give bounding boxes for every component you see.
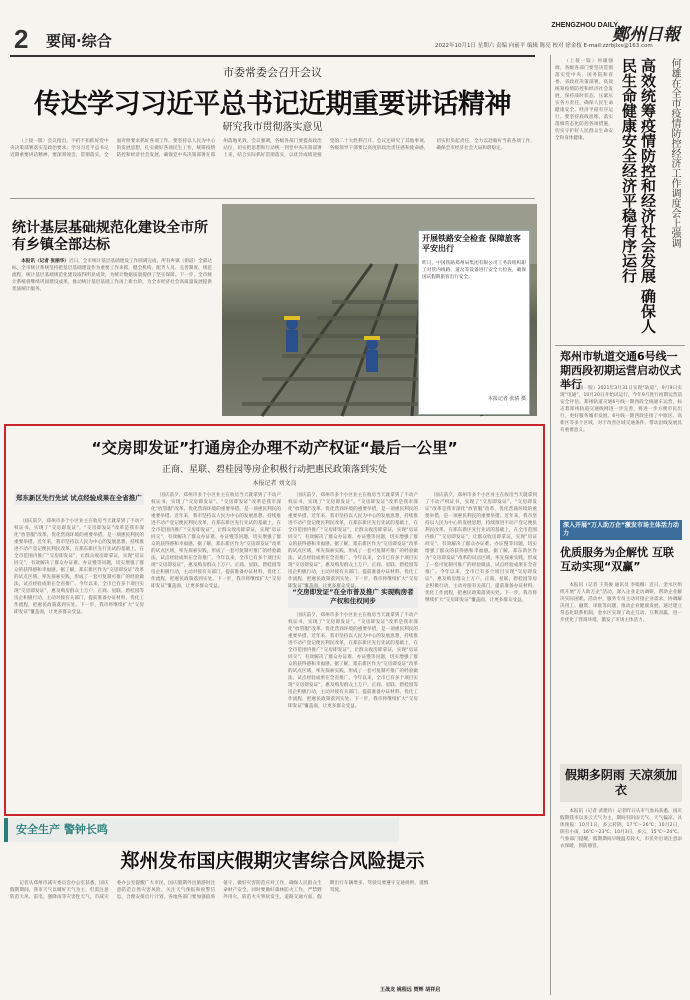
featured-body-col3a	[288, 492, 418, 589]
featured-sub-title: “交房即发证”在全市普及推广 实现购房者产权和住权同步	[288, 586, 418, 608]
lead-subhead: 研究我市贯彻落实意见	[222, 122, 323, 133]
header-rule	[10, 55, 535, 57]
census-body	[12, 258, 212, 423]
lead-kicker: 市委常委会召开会议	[223, 66, 322, 79]
service-body	[560, 582, 682, 757]
railway-photo-credit: 本报记者 张倩 摄	[487, 396, 526, 402]
vertical-story-body	[555, 58, 613, 328]
metro-body	[560, 385, 682, 485]
census-byline: 本报讯（记者 张丽华）	[21, 259, 69, 264]
paper-logo: 鄭州日報	[612, 25, 680, 45]
safety-banner	[4, 818, 399, 842]
service-body-text: 本报讯（记者 王英俊 通讯员 李娟娜）近日，金水区组织开展“万人助万企”活动，深入企业走访调研，帮助企业解决实际困难。活动中，服务专员主动对接企业需求，协调解决用工、融资、审批等问题，推动企业健康发展。通过建立常态化联系机制，金水区实现了政企互动、互利双赢，进一步优化了营商环境，激发了市场主体活力。	[560, 583, 682, 623]
service-label: 深入开展“万人助万企”激发市场主体活力动力	[560, 520, 682, 540]
metro-body-text: （上接一版）2021年3月31日实现“轨道”，9月9日实现“电通”，10月20日开始试运行，今年9月进行初期运营前安全评估。郑州轨道交通6号线一期西段全线通车运营，标志着郑州轨道交通线网进一步完善，将进一步方便市民出行，更好服务城市发展。6号线一期西段连接了中原区、高新区等多个区域，对于改善区域交通条件、带动沿线发展具有重要意义。	[560, 386, 682, 433]
safety-body-text: 记者从郑州市减灾委员会办公室获悉，国庆假期期间，我市天气以晴好天气为主，但需注意防范大风、雷电、强降雨等灾害性天气。市减灾委办公室提醒广大市民，国庆假期外出旅游时注意防范自然灾害风险，关注天气预报和预警信息，合理安排出行计划。各地各部门要加强值班值守，做好灾害防范应对工作，确保人民群众生命财产安全。同时要做好森林防火工作，严禁野外用火，防范火灾事故发生。道路交通方面，假期出行车辆增多，驾驶员要遵守交通规则，谨慎驾驶。	[10, 881, 429, 900]
lead-headline: 传达学习习近平总书记近期重要讲话精神	[34, 89, 511, 120]
railway-caption-body: 昨日，中国铁路郑州局集团有限公司工务段组织职工对管内线路、道岔等设备进行安全大检查，确保国庆假期旅客出行安全。	[422, 261, 526, 280]
featured-body-text-4: 国庆前夕，郑州市多个小区业主在收房当天就拿到了不动产权证书，实现了“交房即发证”。“交房即发证”改革是我市深化“放管服”改革、优化营商环境的重要举措，是一项惠民利民的重要举措。近年来，我市坚持以人民为中心的发展思想，持续推进不动产登记便民利民改革，在郑东新区先行先试的基础上，在全市范围内推广“交房即发证”，让群众收房即拿证，实现“房证同交”，有效解决了群众办证难、办证慢等问题，切实增强了群众的获得感和幸福感。据了解，郑东新区作为“交房即发证”改革的试点区域，率先探索实践，形成了一套可复制可推广的经验做法，试点经验成果在全省推广。今年以来，全市已有多个项目实现“交房即发证”，惠及购房群众上万户。正商、星联、碧桂园等房企积极行动，主动对接有关部门，提前准备办证材料，优化工作流程，把惠民政策落到实处。下一步，我市将继续扩大“交房即发证”覆盖面，让更多群众受益。	[288, 613, 418, 709]
vertical-headline: 高效统筹疫情防控和经济社会发展 确保人民生命健康安全经济平稳有序运行	[620, 58, 657, 334]
page-number: 2	[14, 24, 29, 54]
weather-headline: 假期多阴雨 天凉须加衣	[560, 764, 682, 802]
lead-body	[10, 138, 535, 193]
census-text: 近日，全市统计基层基础建设工作圆满完成，所有乡镇（街道）全部达标。全市统计系统坚持把基层基础建设作为重要工作来抓，健全机构、配齐人员、完善制度、规范流程，统计基层基础规范化建设取得明显成效，为统计数据质量提供了坚实保障。下一步，全市统计系统将继续巩固建设成果，推动统计基层基础工作再上新台阶，为全市经济社会高质量发展提供优质统计服务。	[12, 259, 212, 292]
paper-english-name: ZHENGZHOU DAILY	[551, 22, 618, 29]
featured-subhead: 正商、星联、碧桂园等房企积极行动把惠民政策落到实处	[161, 465, 387, 475]
featured-body-text: 国庆前夕，郑州市多个小区业主在收房当天就拿到了不动产权证书，实现了“交房即发证”。“交房即发证”改革是我市深化“放管服”改革、优化营商环境的重要举措，是一项惠民利民的重要举措。近年来，我市坚持以人民为中心的发展思想，持续推进不动产登记便民利民改革，在郑东新区先行先试的基础上，在全市范围内推广“交房即发证”，让群众收房即拿证，实现“房证同交”，有效解决了群众办证难、办证慢等问题，切实增强了群众的获得感和幸福感。据了解，郑东新区作为“交房即发证”改革的试点区域，率先探索实践，形成了一套可复制可推广的经验做法，试点经验成果在全省推广。今年以来，全市已有多个项目实现“交房即发证”，惠及购房群众上万户。正商、星联、碧桂园等房企积极行动，主动对接有关部门，提前准备办证材料，优化工作流程，把惠民政策落到实处。下一步，我市将继续扩大“交房即发证”覆盖面，让更多群众受益。	[14, 519, 144, 615]
lead-paragraph: （上接一版）会议指出，不折不扣抓好党中央决策部署落实是政治要求。学习习近平总书记近期重要讲话精神，要深刻领会，贯彻落实，全面对照要求抓好各项工作。要坚持以人民为中心的发展思想，扎实做好各项民生工作，统筹疫情防控和经济社会发展，确保党中央决策部署在郑州落地见效。会议强调，各级各部门要提高政治站位，切实把思想和行动统一到党中央决策部署上来，结合实际抓好贯彻落实，以优异成绩迎接党的二十大胜利召开。会议还研究了其他事项。各级领导干部要以高度的政治责任感和使命感，切实担负起责任，全力以赴做好当前各项工作，确保全市经济社会大局和谐稳定。	[10, 139, 535, 158]
featured-headline: “交房即发证”打通房企办理不动产权证“最后一公里”	[91, 439, 458, 457]
featured-byline: 本报记者 刘文良	[252, 480, 297, 487]
safety-credits: 王战龙 姚程远 贾辉 胡祥启	[380, 987, 441, 993]
railway-caption-box	[418, 230, 530, 415]
service-headline: 优质服务为企解忧 互联互动实现“双赢”	[560, 546, 674, 573]
featured-body-col1	[14, 518, 144, 808]
date-editor-line: 2022年10月1日 星期六 责编 向前平 编辑 陈亮 校对 徐金枝 E-mail:zzrbjlxs@163.com	[435, 43, 653, 49]
railway-caption-title: 开展铁路安全检查 保障旅客平安出行	[422, 234, 521, 253]
safety-body	[10, 880, 535, 984]
featured-lead-title: 郑东新区先行先试 试点经验成果在全省推广	[14, 492, 144, 505]
column-divider	[550, 55, 551, 995]
featured-story-box	[4, 424, 545, 816]
divider	[10, 198, 535, 199]
vertical-kicker: 何雄在全市疫情防控经济工作调度会上强调	[669, 58, 680, 248]
featured-body-text-3: 国庆前夕，郑州市多个小区业主在收房当天就拿到了不动产权证书，实现了“交房即发证”。“交房即发证”改革是我市深化“放管服”改革、优化营商环境的重要举措，是一项惠民利民的重要举措。近年来，我市坚持以人民为中心的发展思想，持续推进不动产登记便民利民改革，在郑东新区先行先试的基础上，在全市范围内推广“交房即发证”，让群众收房即拿证，实现“房证同交”，有效解决了群众办证难、办证慢等问题，切实增强了群众的获得感和幸福感。据了解，郑东新区作为“交房即发证”改革的试点区域，率先探索实践，形成了一套可复制可推广的经验做法，试点经验成果在全省推广。今年以来，全市已有多个项目实现“交房即发证”，惠及购房群众上万户。正商、星联、碧桂园等房企积极行动，主动对接有关部门，提前准备办证材料，优化工作流程，把惠民政策落到实处。下一步，我市将继续扩大“交房即发证”覆盖面，让更多群众受益。	[288, 493, 418, 589]
featured-body-text-2: 国庆前夕，郑州市多个小区业主在收房当天就拿到了不动产权证书，实现了“交房即发证”。“交房即发证”改革是我市深化“放管服”改革、优化营商环境的重要举措，是一项惠民利民的重要举措。近年来，我市坚持以人民为中心的发展思想，持续推进不动产登记便民利民改革，在郑东新区先行先试的基础上，在全市范围内推广“交房即发证”，让群众收房即拿证，实现“房证同交”，有效解决了群众办证难、办证慢等问题，切实增强了群众的获得感和幸福感。据了解，郑东新区作为“交房即发证”改革的试点区域，率先探索实践，形成了一套可复制可推广的经验做法，试点经验成果在全省推广。今年以来，全市已有多个项目实现“交房即发证”，惠及购房群众上万户。正商、星联、碧桂园等房企积极行动，主动对接有关部门，提前准备办证材料，优化工作流程，把惠民政策落到实处。下一步，我市将继续扩大“交房即发证”覆盖面，让更多群众受益。	[151, 493, 281, 589]
featured-body-col2	[151, 492, 281, 808]
featured-body-text-5: 国庆前夕，郑州市多个小区业主在收房当天就拿到了不动产权证书，实现了“交房即发证”。“交房即发证”改革是我市深化“放管服”改革、优化营商环境的重要举措，是一项惠民利民的重要举措。近年来，我市坚持以人民为中心的发展思想，持续推进不动产登记便民利民改革，在郑东新区先行先试的基础上，在全市范围内推广“交房即发证”，让群众收房即拿证，实现“房证同交”，有效解决了群众办证难、办证慢等问题，切实增强了群众的获得感和幸福感。据了解，郑东新区作为“交房即发证”改革的试点区域，率先探索实践，形成了一套可复制可推广的经验做法，试点经验成果在全省推广。今年以来，全市已有多个项目实现“交房即发证”，惠及购房群众上万户。正商、星联、碧桂园等房企积极行动，主动对接有关部门，提前准备办证材料，优化工作流程，把惠民政策落到实处。下一步，我市将继续扩大“交房即发证”覆盖面，让更多群众受益。	[425, 493, 537, 603]
section-title: 要闻·综合	[46, 32, 112, 50]
census-headline: 统计基层基础规范化建设全市所有乡镇全部达标	[12, 220, 208, 253]
safety-banner-text: 安全生产 警钟长鸣	[16, 823, 108, 836]
vertical-story-text: （上接一版）何雄强调，各级各部门要坚决贯彻落实党中央、国务院和省委、省政府决策部署，高效统筹疫情防控和经济社会发展，保持战时状态，压紧压实各方责任，确保人民生命健康安全、经济平稳有序运行。要坚持底线思维，落实落细常态化防控各项措施，切实守护好人民群众生命安全和身体健康。	[555, 59, 613, 141]
safety-headline: 郑州发布国庆假期灾害综合风险提示	[120, 850, 425, 872]
featured-body-col3b	[288, 612, 418, 808]
weather-body	[560, 808, 682, 993]
divider	[555, 345, 685, 346]
metro-headline: 郑州市轨道交通6号线一期西段初期运营启动仪式举行	[560, 350, 681, 391]
masthead	[435, 22, 680, 49]
weather-body-text: 本报讯（记者 武建玲）记者昨日从市气象局获悉，国庆假期我市以多云天气为主，期间有阴雨天气，天气偏凉。具体预报：10月1日，多云转阴，17℃～26℃；10月2日，阴有小雨，16℃～23℃；10月3日，多云，15℃～24℃。气象部门提醒，假期期间早晚温差较大，市民外出请注意添衣保暖，预防感冒。	[560, 809, 682, 849]
featured-body-col4	[425, 492, 537, 808]
